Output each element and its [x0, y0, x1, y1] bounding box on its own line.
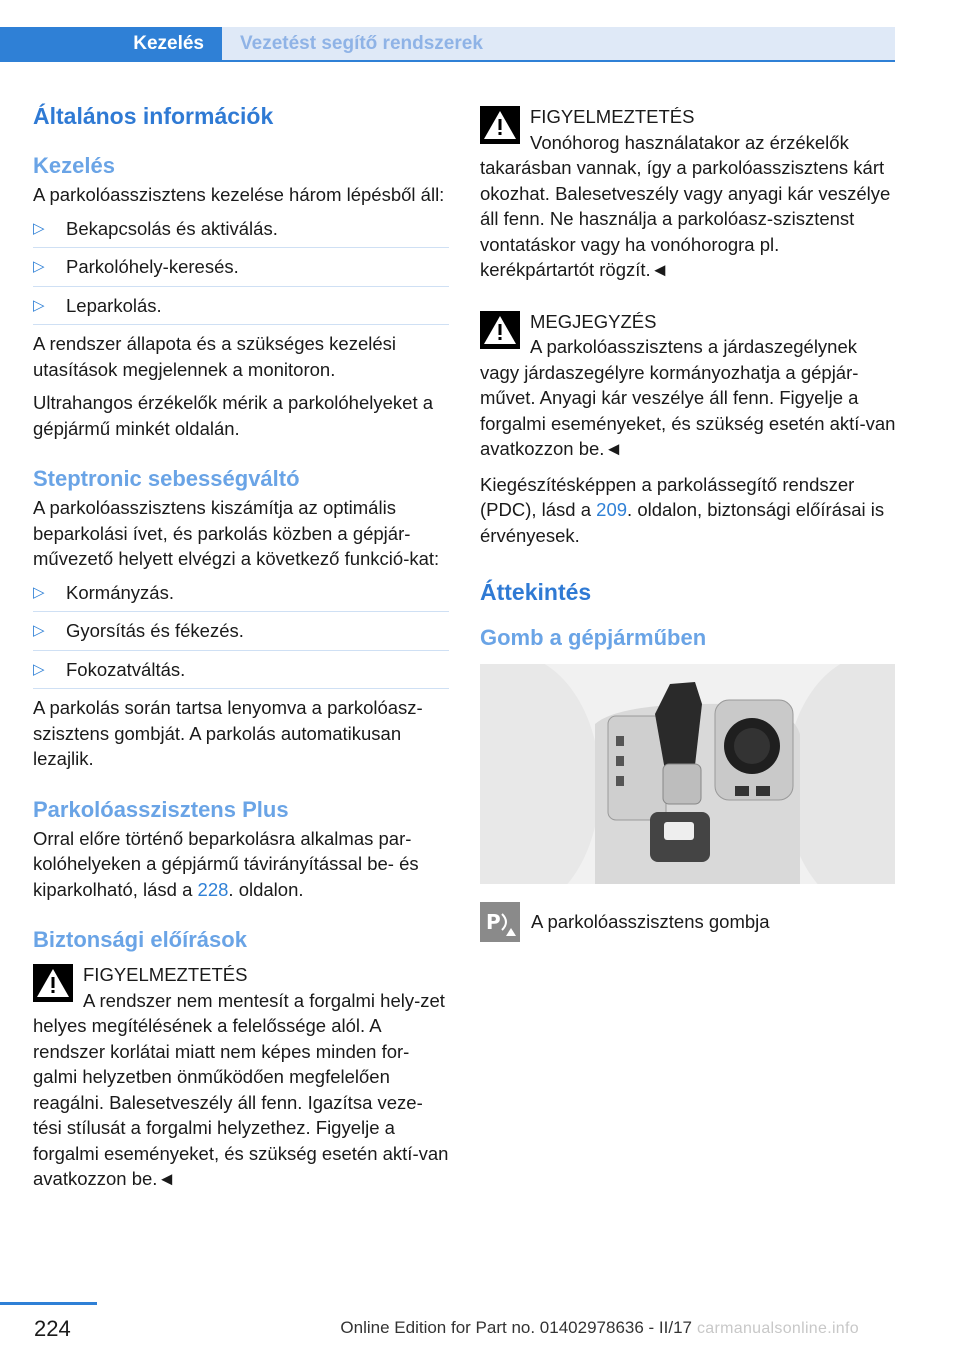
right-column — [480, 104, 896, 942]
heading-steptronic: Steptronic sebességváltó — [33, 466, 300, 491]
triangle-bullet-icon: ▷ — [33, 583, 45, 601]
button-caption-row — [480, 902, 896, 942]
svg-text:P: P — [486, 910, 501, 934]
page-reference-link[interactable]: 228 — [197, 878, 229, 900]
list-item: ▷ Fokozatváltás. — [33, 657, 449, 690]
paragraph: Orral előre történő beparkolásra alkalmas par-kolóhelyeken a gépjármű távirányítással be- és kiparkolható, lásd a 228. oldalon. — [33, 827, 419, 900]
left-column — [33, 100, 449, 1200]
paragraph: A rendszer állapota és a szükséges kezelési utasítások megjelennek a monitoron. — [33, 333, 397, 380]
paragraph: Kiegészítésképpen a parkolássegítő rendszer (PDC), lásd a 209. oldalon, biztonsági előírásai is érvényesek. — [480, 473, 885, 546]
chapter-tab-active[interactable]: Kezelés — [0, 27, 222, 60]
list-item: ▷ Kormányzás. — [33, 580, 449, 613]
triangle-bullet-icon: ▷ — [33, 622, 45, 639]
warning-block — [33, 962, 449, 1192]
list-item: ▷ Parkolóhely-keresés. — [33, 254, 449, 287]
heading-plus: Parkolóasszisztens Plus — [33, 796, 289, 822]
note-text: A parkolóasszisztens a járdaszegélynek vagy járdaszegélyre kormányozhatja a gépjár-művet. Anyagi kár veszélye áll fenn. Figyelje a forgalmi eseményeket, és szükség esetén aktí-van avatkozzon be.◄ — [480, 336, 896, 459]
header-rule — [0, 60, 895, 62]
warning-title: FIGYELMEZTETÉS — [83, 964, 248, 985]
note-block — [480, 309, 896, 462]
list-item: ▷ Bekapcsolás és aktiválás. — [33, 216, 449, 249]
heading-safety: Biztonsági előírások — [33, 927, 247, 952]
warning-title: FIGYELMEZTETÉS — [530, 106, 695, 127]
list-item: ▷ Leparkolás. — [33, 293, 449, 326]
paragraph: A parkolóasszisztens kezelése három lépésből áll: — [33, 184, 445, 205]
list-item: ▷ Gyorsítás és fékezés. — [33, 618, 449, 651]
chapter-tab-inactive[interactable]: Vezetést segítő rendszerek — [222, 27, 895, 60]
button-caption: A parkolóasszisztens gombja — [531, 911, 770, 932]
paragraph: A parkolóasszisztens kiszámítja az optimális beparkolási ívet, és parkolás közben a gépjár-művezető helyett elvégzi a következő funkció-kat: — [33, 497, 440, 569]
heading-kezeles: Kezelés — [33, 153, 115, 178]
triangle-bullet-icon: ▷ — [33, 296, 45, 314]
watermark-site: carmanualsonline.info — [697, 1320, 859, 1337]
warning-triangle-icon — [33, 964, 73, 1002]
triangle-bullet-icon: ▷ — [33, 258, 45, 275]
section-title: Általános információk — [33, 103, 274, 129]
heading-overview: Áttekintés — [480, 579, 592, 605]
steps-list — [33, 216, 449, 326]
note-triangle-icon — [480, 311, 520, 349]
paragraph: A parkolás során tartsa lenyomva a parkolóasz-szisztens gombját. A parkolás automatikusan lezajlik. — [33, 697, 423, 769]
edition-text: Online Edition for Part no. 01402978636 - II/17 — [340, 1318, 692, 1337]
park-assist-button-icon — [480, 902, 520, 942]
warning-triangle-icon — [480, 106, 520, 144]
warning-text: Vonóhorog használatakor az érzékelők takarásban vannak, így a parkolóasszisztens kárt okozhat. Balesetveszély vagy anyagi kár veszélye áll fenn. Ne használja a parkolóasz-szisztenst vontatáskor vagy ha vonóhorogra pl. kerékpártartót rögzít.◄ — [480, 131, 891, 280]
console-photo — [480, 664, 895, 884]
warning-block — [480, 104, 896, 283]
paragraph: Ultrahangos érzékelők mérik a parkolóhelyeket a gépjármű minkét oldalán. — [33, 392, 434, 439]
note-title: MEGJEGYZÉS — [530, 310, 657, 332]
page-number: 224 — [34, 1316, 71, 1341]
triangle-bullet-icon: ▷ — [33, 219, 45, 237]
warning-text: A rendszer nem mentesít a forgalmi hely-zet helyes megítélésének a felelőssége alól. A rendszer korlátai miatt nem képes minden for-galmi helyzetben önműködően megfelelően reagálni. Balesetveszély áll fenn. Igazítsa veze-tési stílusát a forgalmi helyzethez. Figyelje a forgalmi eseményeket, és szükség esetén aktí-van avatkozzon be.◄ — [33, 989, 449, 1189]
footer-rule — [0, 1302, 97, 1305]
heading-button: Gomb a gépjárműben — [480, 625, 707, 650]
functions-list — [33, 580, 449, 690]
triangle-bullet-icon: ▷ — [33, 660, 45, 678]
page-reference-link[interactable]: 209 — [596, 499, 628, 520]
